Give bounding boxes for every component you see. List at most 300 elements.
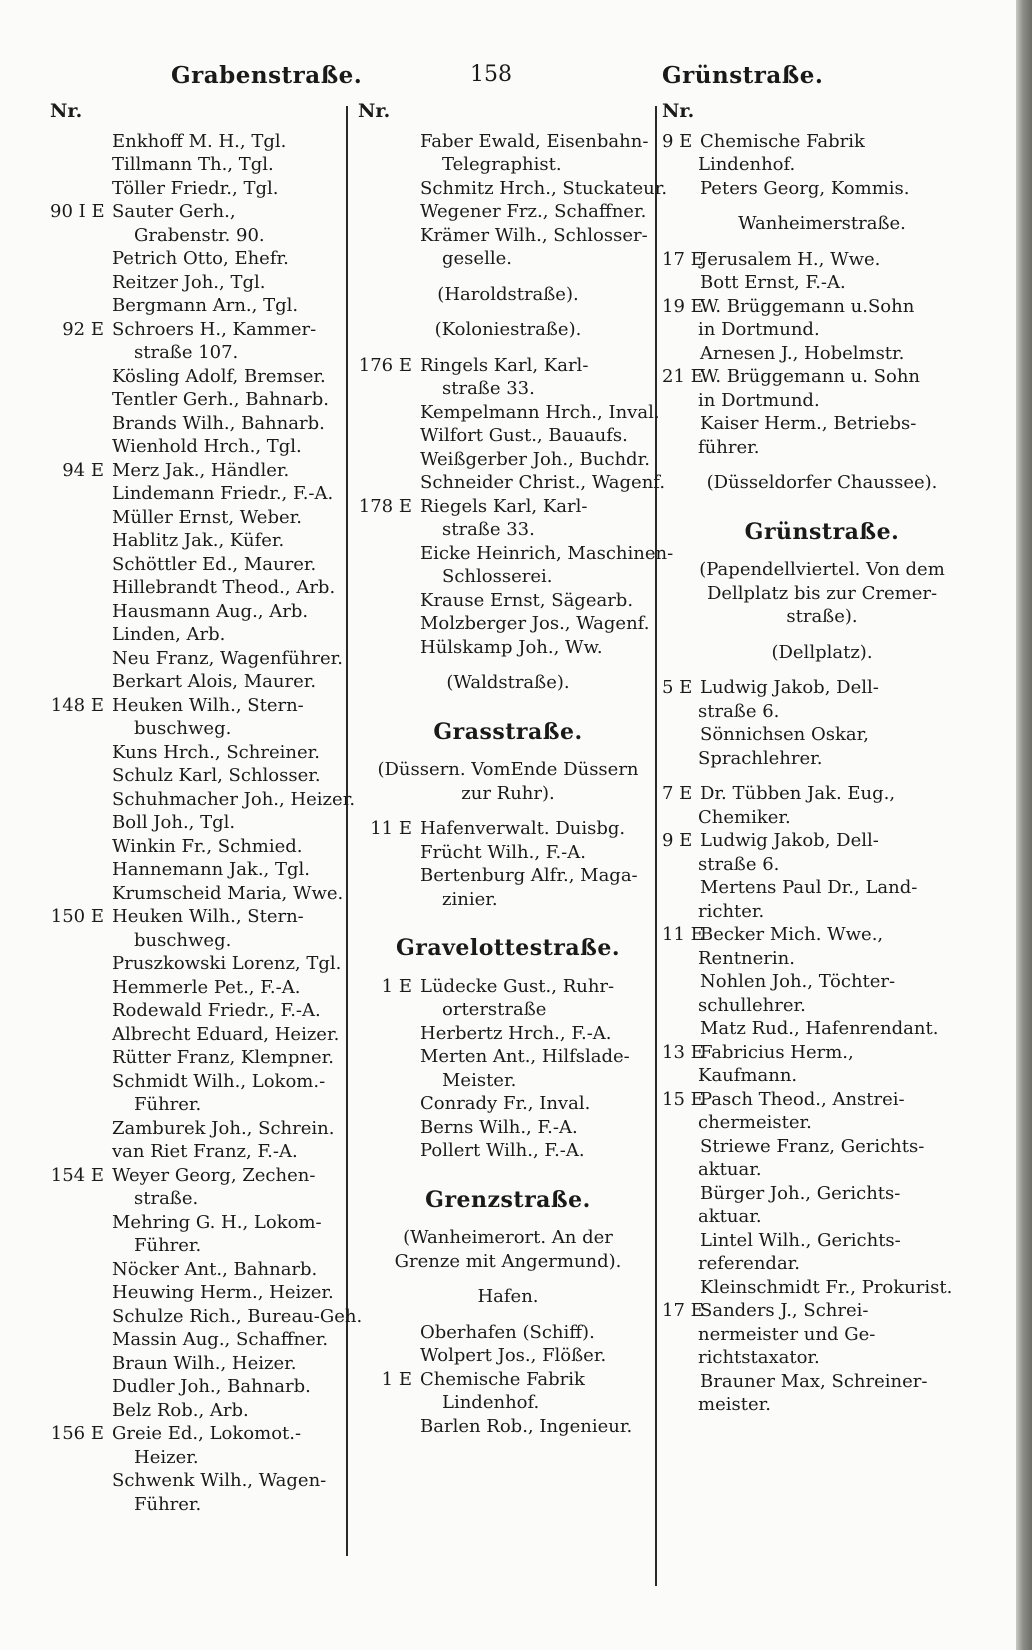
entry-text: Barlen Rob., Ingenieur. [420,1415,633,1437]
entry-text: Lintel Wilh., Gerichts- [700,1229,901,1251]
street-note: Dellplatz bis zur Cremer- [706,582,938,604]
entry-continuation [662,1346,982,1370]
entry-text: Boll Joh., Tgl. [112,812,236,833]
entry-text: Hausmann Aug., Arb. [112,600,309,622]
entry-text: schullehrer. [698,994,806,1016]
directory-entry [662,723,982,747]
entry-text: Eicke Heinrich, Maschinen- [420,542,674,564]
house-number: 15 E [662,1088,704,1110]
directory-entry [50,247,350,271]
entry-text: Schlosserei. [442,566,553,587]
entry-text: Tentler Gerh., Bahnarb. [112,389,329,410]
directory-entry [50,999,350,1023]
entry-text: aktuar. [698,1159,762,1180]
directory-entry [662,1299,982,1323]
entry-text: führer. [698,436,760,458]
entry-text: in Dortmund. [698,319,820,340]
entry-text: Töller Friedr., Tgl. [112,177,279,199]
page-number: 158 [470,62,512,87]
directory-entry [662,1229,982,1253]
spacer [662,459,982,471]
entry-text: Reitzer Joh., Tgl. [112,271,266,293]
street-heading: Grasstraße. [433,718,583,745]
directory-entry [50,482,350,506]
entry-text: Mertens Paul Dr., Land- [700,877,918,898]
entry-text: Sanders J., Schrei- [700,1300,869,1321]
directory-entry [50,600,350,624]
directory-entry [662,876,982,900]
house-number: 178 E [358,495,412,517]
entry-text: Pruszkowski Lorenz, Tgl. [112,953,342,974]
entry-text: Faber Ewald, Eisenbahn- [420,130,649,152]
entry-text: Schroers H., Kammer- [112,318,317,340]
entry-continuation [662,153,982,177]
entry-text: Sönnichsen Oskar, [700,724,869,745]
directory-entry [358,177,668,201]
entry-continuation [662,747,982,771]
directory-entry [662,1088,982,1112]
street-note: straße). [786,606,858,627]
entry-text: Chemiker. [698,806,791,828]
spacer [358,659,658,671]
entry-text: Schmitz Hrch., Stuckateur. [420,177,668,199]
directory-entry [50,1023,350,1047]
entry-text: Heuken Wilh., Stern- [112,694,304,716]
entry-continuation [662,318,982,342]
entry-text: Wegener Frz., Schaffner. [420,201,647,222]
entry-text: Molzberger Jos., Wagenf. [420,613,650,634]
entry-text: Schmidt Wilh., Lokom.- [112,1070,326,1092]
spacer [662,200,982,212]
entry-text: Enkhoff M. H., Tgl. [112,130,287,152]
entry-text: Neu Franz, Wagenführer. [112,647,343,669]
entry-text: Ringels Karl, Karl- [420,354,589,376]
entry-text: Striewe Franz, Gerichts- [700,1135,925,1157]
entry-text: Jerusalem H., Wwe. [700,248,881,270]
spacer [662,236,982,248]
entry-text: Kempelmann Hrch., Inval. [420,401,660,423]
directory-entry [358,1045,658,1069]
directory-entry [50,435,350,459]
entry-continuation [662,1158,982,1182]
entry-text: Belz Rob., Arb. [112,1399,249,1421]
entry-text: Zamburek Joh., Schrein. [112,1117,335,1139]
directory-entry [358,1092,658,1116]
entry-text: Hafenverwalt. Duisbg. [420,818,626,839]
entry-text: Heizer. [134,1446,199,1468]
directory-entry [358,424,658,448]
entry-continuation [358,247,658,271]
directory-entry [358,1415,658,1439]
entry-text: Mehring G. H., Lokom- [112,1211,322,1233]
entry-text: buschweg. [134,718,232,739]
directory-entry [662,923,982,947]
entry-text: Berns Wilh., F.-A. [420,1116,578,1138]
directory-entry [50,365,350,389]
directory-entry [662,295,982,319]
spacer [662,770,982,782]
entry-continuation [662,436,982,460]
street-note: Hafen. [477,1286,539,1307]
directory-entry [50,835,350,859]
entry-text: Linden, Arb. [112,624,226,645]
entry-continuation [50,1493,350,1517]
entry-text: Kösling Adolf, Bremser. [112,365,326,387]
entry-text: Hillebrandt Theod., Arb. [112,577,336,598]
running-head-left: Grabenstraße. [171,62,363,89]
street-note: (Waldstraße). [446,672,570,693]
directory-entry [50,153,350,177]
entry-continuation [662,1064,982,1088]
directory-entry [358,495,658,519]
directory-entry [662,1135,982,1159]
street-note: (Papendellviertel. Von dem [699,559,945,580]
entry-text: zinier. [442,888,498,910]
house-number: 11 E [370,818,412,839]
directory-entry [50,388,350,412]
entry-text: Fabricius Herm., [700,1041,854,1063]
entry-continuation [358,998,658,1022]
middle-column [358,100,674,1438]
entry-continuation [50,341,350,365]
directory-entry [50,271,350,295]
running-head-right: Grünstraße. [662,62,824,89]
street-note: (Wanheimerort. An der [403,1227,613,1248]
entry-text: Bott Ernst, F.-A. [700,272,846,293]
house-number: 9 E [662,830,693,851]
entry-text: Herbertz Hrch., F.-A. [420,1022,612,1044]
directory-entry [50,905,350,929]
directory-entry [358,354,658,378]
directory-entry [662,177,982,201]
house-number: 1 E [381,975,412,997]
entry-text: Telegraphist. [442,154,562,175]
directory-entry [662,342,982,366]
spacer [358,271,658,283]
entry-text: W. Brüggemann u. Sohn [700,366,921,387]
directory-entry [50,952,350,976]
directory-entry [50,811,350,835]
directory-entry [662,365,982,389]
entry-text: buschweg. [134,929,232,951]
house-number: 156 E [50,1423,104,1444]
entry-text: Hannemann Jak., Tgl. [112,859,310,880]
directory-entry [662,271,982,295]
entry-text: Krumscheid Maria, Wwe. [112,882,344,904]
house-number: 92 E [62,318,104,340]
entry-text: Dr. Tübben Jak. Eug., [700,783,896,804]
column-label: Nr. [50,100,83,122]
right-column [662,100,982,1417]
entry-text: Hülskamp Joh., Ww. [420,636,603,658]
directory-entry [50,1140,350,1164]
entry-text: Berkart Alois, Maurer. [112,671,317,692]
entry-text: Brands Wilh., Bahnarb. [112,412,325,434]
directory-entry [358,636,658,660]
entry-text: straße 6. [698,853,780,875]
directory-entry [50,623,350,647]
directory-entry [662,970,982,994]
entry-text: Rentnerin. [698,947,795,969]
directory-entry [50,130,350,154]
entry-text: chermeister. [698,1112,812,1133]
entry-text: Frücht Wilh., F.-A. [420,841,586,863]
entry-text: Kaiser Herm., Betriebs- [700,413,917,434]
entry-text: Hemmerle Pet., F.-A. [112,976,301,998]
directory-entry [50,694,350,718]
entry-continuation [358,518,658,542]
entry-text: Schwenk Wilh., Wagen- [112,1470,327,1491]
entry-text: Greie Ed., Lokomot.- [112,1423,302,1444]
directory-entry [662,829,982,853]
directory-entry [50,459,350,483]
directory-entry [50,764,350,788]
entry-text: Merten Ant., Hilfslade- [420,1046,630,1067]
directory-entry [50,1281,350,1305]
house-number: 150 E [50,906,104,927]
directory-entry [358,841,658,865]
entry-text: Führer. [134,1235,202,1256]
house-number: 148 E [50,694,104,716]
street-note: (Koloniestraße). [434,319,582,340]
entry-text: geselle. [442,248,512,269]
directory-entry [50,529,350,553]
entry-text: Lüdecke Gust., Ruhr- [420,975,615,997]
directory-entry [358,1139,658,1163]
entry-text: Ludwig Jakob, Dell- [700,677,879,698]
entry-continuation [662,947,982,971]
entry-text: Becker Mich. Wwe., [700,924,884,945]
house-number: 13 E [662,1041,704,1063]
directory-entry [662,1017,982,1041]
spacer [358,1309,658,1321]
street-note: Wanheimerstraße. [738,213,906,234]
entry-text: Weißgerber Joh., Buchdr. [420,448,650,470]
entry-text: Wienhold Hrch., Tgl. [112,436,302,457]
directory-entry [50,506,350,530]
directory-entry [358,542,674,566]
street-note: Grenze mit Angermund). [394,1250,622,1272]
entry-continuation [358,1069,658,1093]
directory-entry [50,1117,350,1141]
entry-continuation [662,1111,982,1135]
entry-text: referendar. [698,1253,801,1274]
entry-text: nermeister und Ge- [698,1323,876,1345]
entry-text: Lindenhof. [698,154,796,175]
entry-text: W. Brüggemann u.Sohn [700,295,915,317]
entry-text: Oberhafen (Schiff). [420,1321,595,1343]
directory-entry [50,741,350,765]
entry-continuation [662,1393,982,1417]
page-edge-shadow [1016,0,1032,1650]
entry-text: Lindemann Friedr., F.-A. [112,483,334,504]
spacer [662,629,982,641]
entry-text: Schulz Karl, Schlosser. [112,765,321,786]
entry-continuation [358,888,658,912]
house-number: 7 E [662,783,693,804]
street-heading: Grünstraße. [744,518,900,545]
directory-entry [50,1211,350,1235]
street-note: (Dellplatz). [771,641,873,663]
spacer [358,306,658,318]
directory-entry [50,1375,350,1399]
directory-entry [662,1370,982,1394]
directory-entry [358,471,666,495]
directory-entry [50,788,356,812]
entry-continuation [50,717,350,741]
directory-entry [358,1022,658,1046]
directory-entry [50,1469,350,1493]
directory-entry [50,1328,350,1352]
directory-entry [50,294,350,318]
street-note: zur Ruhr). [461,782,555,804]
entry-text: Sauter Gerh., [112,201,236,222]
house-number: 5 E [662,677,693,698]
entry-text: Winkin Fr., Schmied. [112,835,303,857]
entry-text: Massin Aug., Schaffner. [112,1329,329,1350]
entry-text: Krämer Wilh., Schlosser- [420,224,648,246]
entry-continuation [662,806,982,830]
entry-text: straße. [134,1188,199,1209]
entry-text: richter. [698,900,765,922]
entry-text: aktuar. [698,1206,762,1227]
entry-text: Riegels Karl, Karl- [420,495,588,517]
entry-text: straße 107. [134,342,239,363]
entry-text: meister. [698,1394,771,1415]
entry-text: Ludwig Jakob, Dell- [700,830,879,851]
entry-text: Hablitz Jak., Küfer. [112,530,285,551]
street-heading: Grenzstraße. [425,1186,591,1213]
directory-entry [358,612,658,636]
house-number: 11 E [662,924,704,945]
directory-entry [358,589,658,613]
directory-entry [50,412,350,436]
page-header [0,54,1010,94]
entry-continuation [662,1323,982,1347]
directory-entry [358,1368,658,1392]
directory-entry [50,318,350,342]
house-number: 90 I E [50,201,105,222]
directory-entry [662,412,982,436]
entry-text: orterstraße [442,999,547,1020]
entry-text: Schulze Rich., Bureau-Geh. [112,1305,363,1327]
spacer [358,805,658,817]
entry-continuation [358,565,658,589]
directory-entry [358,224,658,248]
entry-text: Wilfort Gust., Bauaufs. [420,425,628,446]
entry-text: Merz Jak., Händler. [112,459,290,481]
entry-continuation [662,853,982,877]
entry-continuation [50,224,350,248]
directory-entry [662,130,982,154]
entry-text: Führer. [134,1094,202,1115]
entry-text: Albrecht Eduard, Heizer. [112,1023,340,1045]
entry-text: in Dortmund. [698,389,820,411]
house-number: 1 E [381,1368,412,1390]
directory-entry [662,782,982,806]
entry-text: Krause Ernst, Sägearb. [420,589,634,611]
directory-entry [50,647,350,671]
house-number: 21 E [662,366,704,387]
column-label: Nr. [358,100,391,122]
entry-text: Kleinschmidt Fr., Prokurist. [700,1276,953,1298]
directory-entry [358,1321,658,1345]
house-number: 94 E [62,459,104,481]
entry-continuation [662,900,982,924]
entry-continuation [358,153,658,177]
house-number: 9 E [662,130,693,152]
street-note: (Haroldstraße). [437,283,579,305]
entry-text: straße 6. [698,700,780,722]
directory-entry [358,130,658,154]
entry-text: Nöcker Ant., Bahnarb. [112,1258,318,1280]
house-number: 17 E [662,1300,704,1321]
entry-text: Arnesen J., Hobelmstr. [700,342,905,364]
entry-text: Nohlen Joh., Töchter- [700,971,896,992]
entry-continuation [662,994,982,1018]
street-heading: Gravelottestraße. [395,935,621,961]
entry-text: Chemische Fabrik [420,1368,585,1390]
directory-entry [50,1352,350,1376]
directory-entry [358,200,658,224]
entry-text: Grabenstr. 90. [134,224,265,246]
entry-text: Müller Ernst, Weber. [112,506,302,528]
directory-entry [50,1258,350,1282]
directory-entry [50,1305,363,1329]
house-number: 154 E [50,1164,104,1186]
house-number: 176 E [358,354,412,376]
entry-text: Lindenhof. [442,1392,540,1413]
directory-entry [662,676,982,700]
entry-text: Brauner Max, Schreiner- [700,1370,928,1392]
entry-text: Schuhmacher Joh., Heizer. [112,788,356,810]
entry-text: Schneider Christ., Wagenf. [420,472,666,493]
directory-entry [662,1041,982,1065]
entry-text: Bertenburg Alfr., Maga- [420,865,638,886]
directory-entry [358,448,658,472]
entry-text: van Riet Franz, F.-A. [112,1141,298,1162]
entry-continuation [358,1391,658,1415]
directory-entry [358,975,658,999]
entry-continuation [50,1187,350,1211]
directory-entry [662,1182,982,1206]
entry-text: Rodewald Friedr., F.-A. [112,1000,321,1021]
house-number: 19 E [662,295,704,317]
entry-text: Führer. [134,1493,202,1515]
directory-entry [50,670,350,694]
entry-continuation [50,1093,350,1117]
entry-text: Schöttler Ed., Maurer. [112,553,317,575]
entry-continuation [662,389,982,413]
entry-text: Braun Wilh., Heizer. [112,1352,297,1374]
directory-entry [50,1046,350,1070]
directory-entry [50,976,350,1000]
entry-text: Tillmann Th., Tgl. [112,154,274,175]
entry-text: Wolpert Jos., Flößer. [420,1345,607,1366]
directory-entry [358,401,658,425]
entry-text: Conrady Fr., Inval. [420,1093,591,1114]
entry-continuation [50,1446,350,1470]
entry-continuation [50,1234,350,1258]
directory-entry [50,1422,350,1446]
directory-entry [358,1116,658,1140]
spacer [662,664,982,676]
directory-entry [662,248,982,272]
entry-continuation [50,929,350,953]
entry-text: Matz Rud., Hafenrendant. [700,1018,939,1039]
directory-entry [662,1276,982,1300]
directory-entry [50,858,350,882]
